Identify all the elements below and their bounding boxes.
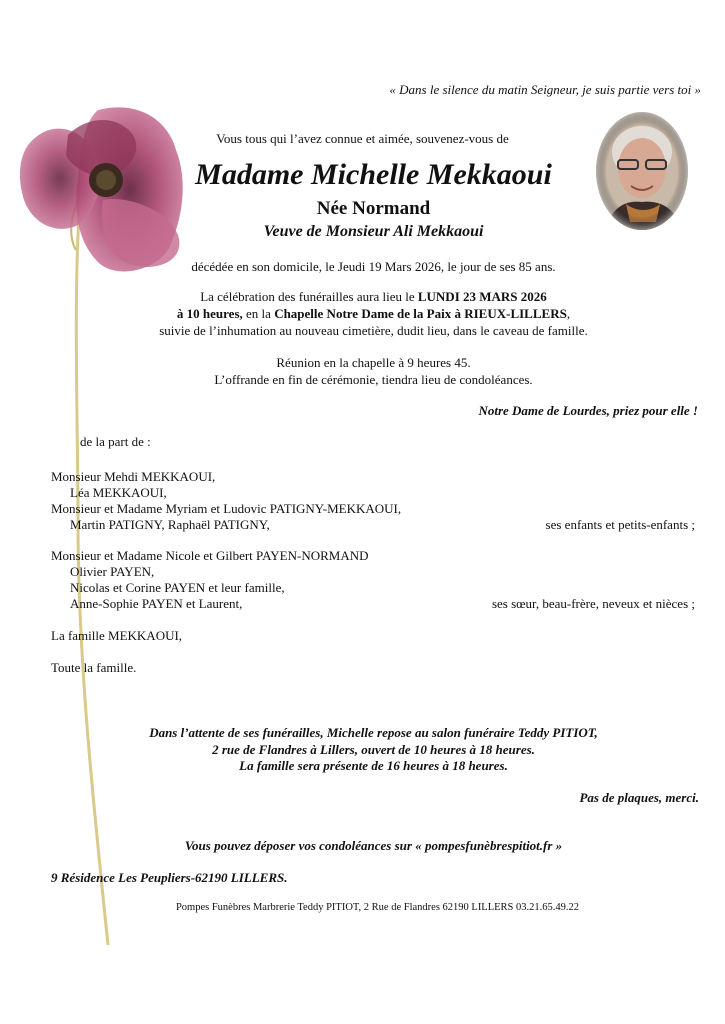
family-2-relation: ses sœur, beau-frère, neveux et nièces ; (491, 596, 695, 611)
whole-family: Toute la famille. (51, 660, 137, 675)
family-2-line-2: Olivier PAYEN, (70, 564, 155, 579)
funeral-date: LUNDI 23 MARS 2026 (417, 289, 547, 304)
family-1-line-4: Martin PATIGNY, Raphaël PATIGNY, (70, 517, 270, 532)
family-1-relation: ses enfants et petits-enfants ; (545, 517, 695, 532)
address-line: 9 Résidence Les Peupliers-62190 LILLERS. (51, 870, 288, 885)
no-plaques: Pas de plaques, merci. (579, 790, 699, 805)
prayer-line: Notre Dame de Lourdes, priez pour elle ! (478, 403, 698, 418)
from-label: de la part de : (80, 434, 151, 449)
funeral-time: à 10 heures, (176, 306, 243, 321)
intro-line: Vous tous qui l’avez connue et aimée, souvenez-vous de (216, 131, 509, 146)
funeral-line-3: suivie de l’inhumation au nouveau cimetière, dudit lieu, dans le caveau de famille. (159, 323, 588, 338)
footer-line: Pompes Funèbres Marbrerie Teddy PITIOT, 2 Rue de Flandres 62190 LILLERS 03.21.65.49.22 (175, 902, 580, 913)
family-1-line-2: Léa MEKKAOUI, (70, 485, 167, 500)
family-2-line-4: Anne-Sophie PAYEN et Laurent, (70, 596, 243, 611)
funeral-line-1-prefix: La célébration des funérailles aura lieu le (200, 289, 415, 304)
family-2-line-3: Nicolas et Corine PAYEN et leur famille, (70, 580, 285, 595)
deceased-name: Madame Michelle Mekkaoui (195, 158, 552, 191)
epigraph: « Dans le silence du matin Seigneur, je suis partie vers toi » (389, 82, 701, 97)
reunion-line-1: Réunion en la chapelle à 9 heures 45. (276, 355, 471, 370)
family-1-line-3: Monsieur et Madame Myriam et Ludovic PATIGNY-MEKKAOUI, (51, 501, 402, 516)
condolences-line: Vous pouvez déposer vos condoléances sur « pompesfunèbrespitiot.fr » (184, 838, 563, 853)
family-1-line-1: Monsieur Mehdi MEKKAOUI, (51, 469, 216, 484)
rest-line-3: La famille sera présente de 16 heures à 18 heures. (239, 758, 508, 773)
death-notice: décédée en son domicile, le Jeudi 19 Mars 2026, le jour de ses 85 ans. (191, 259, 556, 274)
funeral-place: Chapelle Notre Dame de la Paix à RIEUX-LILLERS (274, 306, 567, 321)
funeral-line-2-end: , (566, 306, 571, 321)
funeral-line-1 (0, 289, 725, 305)
reunion-line-2: L’offrande en fin de cérémonie, tiendra lieu de condoléances. (214, 372, 533, 387)
funeral-line-2 (0, 306, 725, 322)
funeral-line-2-mid: en la (246, 306, 271, 321)
maiden-name: Née Normand (316, 198, 431, 219)
family-mekkaoui: La famille MEKKAOUI, (51, 628, 183, 643)
rest-line-2: 2 rue de Flandres à Lillers, ouvert de 10 heures à 18 heures. (212, 742, 535, 757)
family-2-line-1: Monsieur et Madame Nicole et Gilbert PAYEN-NORMAND (51, 548, 369, 563)
rest-line-1: Dans l’attente de ses funérailles, Michelle repose au salon funéraire Teddy PITIOT, (149, 725, 598, 740)
widow-line: Veuve de Monsieur Ali Mekkaoui (263, 223, 484, 240)
